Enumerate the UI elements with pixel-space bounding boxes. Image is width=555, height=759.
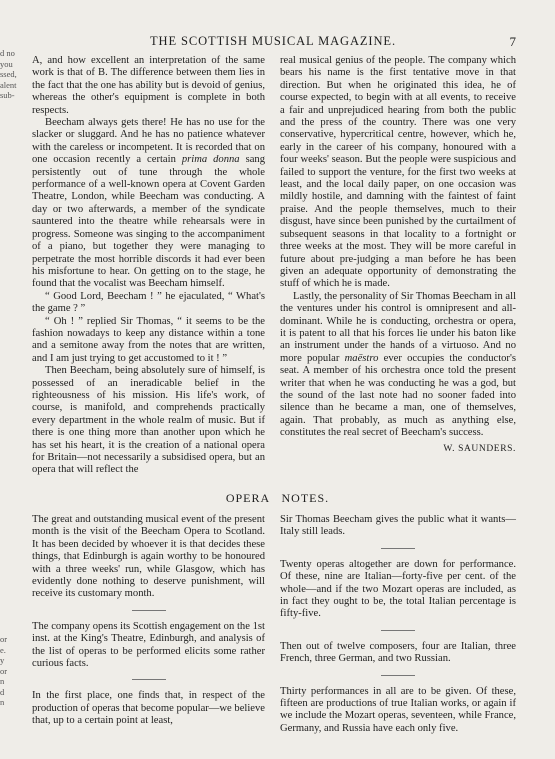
paragraph: Twenty operas altogether are down for performance. Of these, nine are Italian—forty-five per cent. of the whole—and if the two Mozart operas are included, as in fact they ought to be, the total Italian percentage is fifty-five. <box>280 558 516 620</box>
page-number: 7 <box>509 34 516 49</box>
paragraph: In the first place, one finds that, in respect of the production of operas that become popular—we believe that, up to a certain point at least, <box>32 690 265 727</box>
divider <box>132 610 166 611</box>
opera-notes-column-right <box>280 514 516 735</box>
paragraph: Beecham always gets there! He has no use for the slacker or sluggard. And he has no patience whatever with the careless or incompetent. It is recorded that on one occasion recently a certain prima donna sang persistently out of tune through the whole performance of a well-known opera at Covent Garden Theatre, London, while Beecham was conducting. A day or two afterwards, a member of the syndicate sauntered into the theatre while rehearsals were in progress. Someone was singing to the accompaniment of a piano, but together they were managing to perpetrate the most horrible discords it had ever been his misfortune to hear. On getting on to the stage, he found that the vocalist was Beecham himself. <box>32 117 265 290</box>
paragraph: The company opens its Scottish engagement on the 1st inst. at the King's Theatre, Edinburgh, and analysis of the list of operas to be performed elicits some rather curious facts. <box>32 620 265 670</box>
paragraph: “ Good Lord, Beecham ! ” he ejaculated, “ What's the game ? ” <box>32 290 265 315</box>
italic-term: prima donna <box>181 154 240 166</box>
bleed-line: you <box>0 58 13 69</box>
paragraph: Then out of twelve composers, four are Italian, three French, three German, and two Russian. <box>280 640 516 665</box>
bleed-line: ssed, <box>0 69 17 79</box>
paragraph: real musical genius of the people. The company which bears his name is the first tentative move in that direction. But when he originated this idea, he of course expected, to begin with at all events, to receive a fair and unprejudiced hearing from both the public and the press of the country. There was one very conservative, hypercritical centre, however, which he, early in the career of his company, honoured with a four weeks' season. But the people were suspicious and failed to support the venture, for the first two weeks at least, and the local daily paper, on one occasion was mildly hostile, and damning with the faintest of faint praise. And the people themselves, much to their disgust, have since been punished by the curtailment of subsequent seasons in that locality to a fortnight or three weeks at the most. They will be more careful in future about pre-judging a man before he has been given an adequate opportunity of demonstrating the stuff of which he is made. <box>280 55 516 290</box>
article-column-left <box>32 55 265 477</box>
paragraph: Then Beecham, being absolutely sure of himself, is possessed of an ineradicable belief in the righteousness of his mission. His life's work, of course, is manifold, and comprehends practically every department in the whole realm of music. But if there is one thing more than another upon which he has set his heart, it is the creation of a national opera for Britain—not necessarily a subsidised opera, but an opera that will reflect the <box>32 365 265 476</box>
adjacent-page-bleed-top <box>0 48 17 101</box>
bleed-line: sub- <box>0 90 15 100</box>
paragraph: Sir Thomas Beecham gives the public what it wants—Italy still leads. <box>280 514 516 538</box>
bleed-line: n <box>0 676 5 686</box>
magazine-title: THE SCOTTISH MUSICAL MAGAZINE. <box>150 34 396 48</box>
paragraph: The great and outstanding musical event of the present month is the visit of the Beecham Opera to Scotland. It has been decided by whoever it is that decides these things, that Edinburgh is again worthy to be honoured with a three weeks' run, while Glasgow, which has evidently done nothing to deserve punishment, will receive its customary month. <box>32 514 265 600</box>
author-signature: W. SAUNDERS. <box>443 443 516 454</box>
paragraph: “ Oh ! ” replied Sir Thomas, “ it seems to be the fashion nowadays to keep any distance within a tone and a semitone away from the notes that are written, and I am just trying to get accustomed to it ! ” <box>32 315 265 364</box>
bleed-line: e. <box>0 644 6 655</box>
divider <box>132 679 166 680</box>
paragraph: A, and how excellent an interpretation of the same work is that of B. The difference between them lies in the fact that the one has ability but is devoid of genius, whereas the other's equipment is complete in both respects. <box>32 55 265 116</box>
running-header <box>30 34 516 50</box>
bleed-line: y <box>0 655 5 665</box>
divider <box>381 675 415 676</box>
divider <box>381 548 415 549</box>
italic-term: maëstro <box>344 352 379 364</box>
bleed-line: alent <box>0 79 17 90</box>
section-heading: OPERA NOTES. <box>225 491 330 505</box>
paragraph: Lastly, the personality of Sir Thomas Beecham in all the ventures under his control is omnipresent and all-dominant. While he is conducting, orchestra or opera, it is patent to all that his forces lie under his baton like an instrument under the hands of a virtuoso. And no more popular maëstro ever occupies the conductor's seat. A member of his orchestra once told the present writer that when he was conducting he was a god, but the sound of the last note had no sooner faded into silence than he became a man, one of themselves, again. That probably, as much as anything else, constitutes the real secret of Beecham's success. <box>280 290 517 439</box>
bleed-line: or <box>0 665 8 676</box>
bleed-line: or <box>0 634 8 644</box>
adjacent-page-bleed-bottom <box>0 634 14 708</box>
bleed-line: d <box>0 686 5 697</box>
article-column-right <box>280 55 516 455</box>
bleed-line: d no <box>0 48 15 58</box>
bleed-line: n <box>0 697 5 707</box>
paragraph: Thirty performances in all are to be given. Of these, fifteen are productions of true Italian works, or again if we include the Mozart operas, seventeen, while France, Germany, and Russia have each only five. <box>280 685 516 734</box>
divider <box>381 630 415 631</box>
opera-notes-column-left <box>32 514 265 728</box>
